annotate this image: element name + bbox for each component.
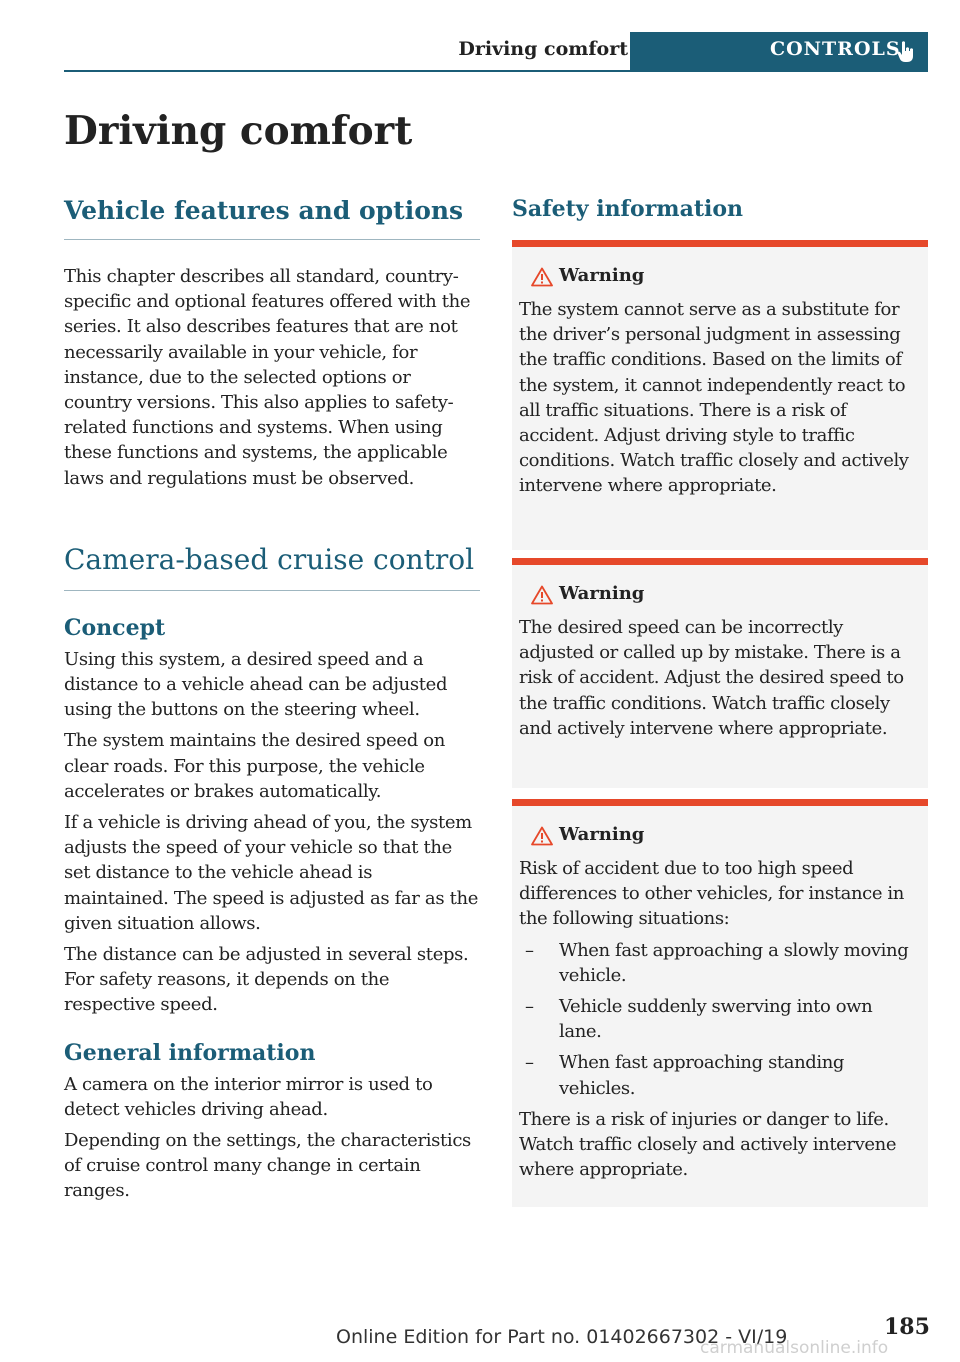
concept-paragraph-4: The distance can be adjusted in several steps. For safety reasons, it depends on the respective speed. [64,944,469,1016]
vehicle-features-text: This chapter describes all standard, country-specific and optional features offered with the series. It also describes features that are not necessarily available in your vehicle, for instance, due to the selected options or country versions. This also applies to safety-related functions and systems. When using these functions and systems, the applicable laws and regulations must be observed. [64,266,471,489]
concept-paragraph-1: Using this system, a desired speed and a distance to a vehicle ahead can be adjusted using the buttons on the steering wheel. [64,648,448,721]
header-chapter-label: CONTROLS [770,38,901,60]
warning-title: Warning [559,824,645,845]
warning-triangle-icon [531,826,553,846]
warning-box-1 [512,240,928,550]
list-item-text: When fast approaching a slowly moving vehicle. [559,939,909,986]
warning-text: The system cannot serve as a substitute for the driver’s personal judgment in assessing the traffic conditions. Based on the limits of the system, it cannot independently react to all traffic situations. There is a risk of accident. Adjust driving style to traffic conditions. Watch traffic closely and actively intervene where appropriate. [519,299,909,497]
page-header [64,32,928,72]
concept-paragraph-2: The system maintains the desired speed on clear roads. For this purpose, the vehicle accelerates or brakes automatically. [64,730,445,802]
warning-triangle-icon [531,585,553,605]
list-item-text: When fast approaching standing vehicles. [559,1052,845,1099]
general-paragraph-1: A camera on the interior mirror is used to detect vehicles driving ahead. [64,1073,433,1120]
list-bullet: – [525,996,534,1018]
warning-title: Warning [559,265,645,286]
concept-paragraph-3: If a vehicle is driving ahead of you, the system adjusts the speed of your vehicle so that the set distance to the vehicle ahead is maintained. The speed is adjusted as far as the given situation allows. [64,812,479,934]
list-bullet: – [525,939,534,961]
hand-pointer-icon [896,40,916,64]
list-item [519,994,920,1044]
left-column [64,196,480,1204]
list-item [519,1050,920,1100]
warning-triangle-icon [531,267,553,287]
general-paragraph-2: Depending on the settings, the characteristics of cruise control many change in certain ranges. [64,1130,471,1202]
warning-text: Risk of accident due to too high speed differences to other vehicles, for instance in the following situations: [519,858,904,930]
section-heading-safety-information: Safety information [512,196,744,222]
warning-text-after: There is a risk of injuries or danger to life. Watch traffic closely and actively intervene where appropriate. [519,1108,897,1181]
subheading-general-information: General information [64,1039,316,1066]
page-number: 185 [884,1314,930,1340]
warning-list [519,938,920,1101]
page-title: Driving comfort [64,108,413,154]
section-heading-cruise-control: Camera-based cruise control [64,543,480,591]
right-column [512,196,928,1181]
subheading-concept: Concept [64,614,166,641]
warning-box-2 [512,558,928,788]
list-bullet: – [525,1052,534,1074]
header-section-title: Driving comfort [458,38,628,60]
warning-box-3 [512,799,928,1207]
watermark: carmanualsonline.info [700,1338,889,1358]
header-chapter-tab[interactable] [630,32,928,70]
footer-edition: Online Edition for Part no. 01402667302 - VI/19 [336,1326,788,1348]
warning-title: Warning [559,583,645,604]
list-item [519,938,920,988]
warning-text: The desired speed can be incorrectly adjusted or called up by mistake. There is a risk of accident. Adjust the desired speed to the traffic conditions. Watch traffic closely and actively intervene where appropriate. [519,617,904,739]
section-heading-vehicle-features: Vehicle features and options [64,196,480,240]
list-item-text: Vehicle suddenly swerving into own lane. [559,996,873,1043]
